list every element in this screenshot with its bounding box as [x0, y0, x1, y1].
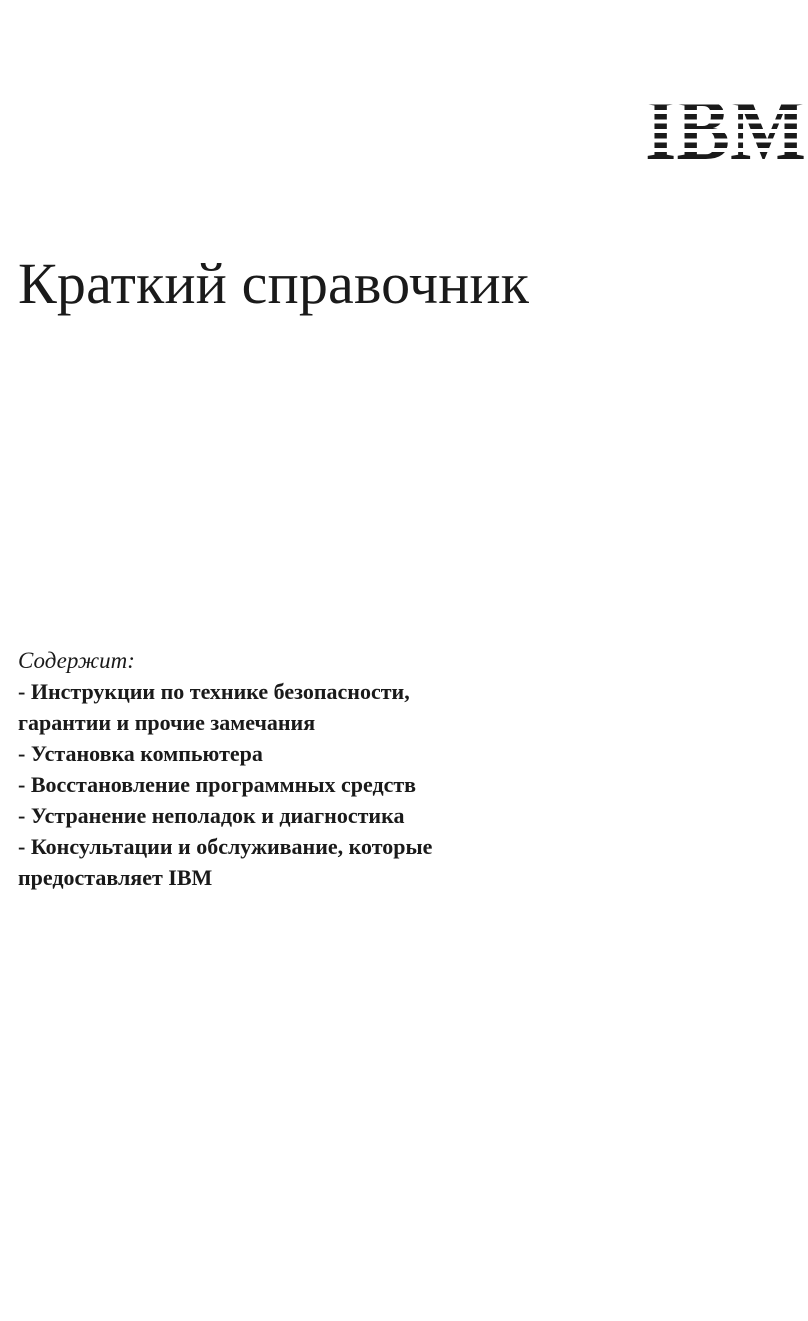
contents-item: - Устранение неполадок и диагностика: [18, 803, 405, 828]
ibm-logo: [645, 95, 806, 159]
contents-list: [18, 676, 618, 893]
contents-item: - Консультации и обслуживание, которые: [18, 834, 433, 859]
contents-item: - Восстановление программных средств: [18, 772, 417, 797]
contents-label: Содержит:: [18, 648, 135, 673]
contents-item: гарантии и прочие замечания: [18, 710, 316, 735]
contents-section: [18, 645, 618, 893]
contents-item: - Инструкции по технике безопасности,: [18, 679, 410, 704]
document-title: Краткий справочник: [18, 251, 530, 316]
contents-item: предоставляет IBM: [18, 865, 213, 890]
contents-item: - Установка компьютера: [18, 741, 263, 766]
